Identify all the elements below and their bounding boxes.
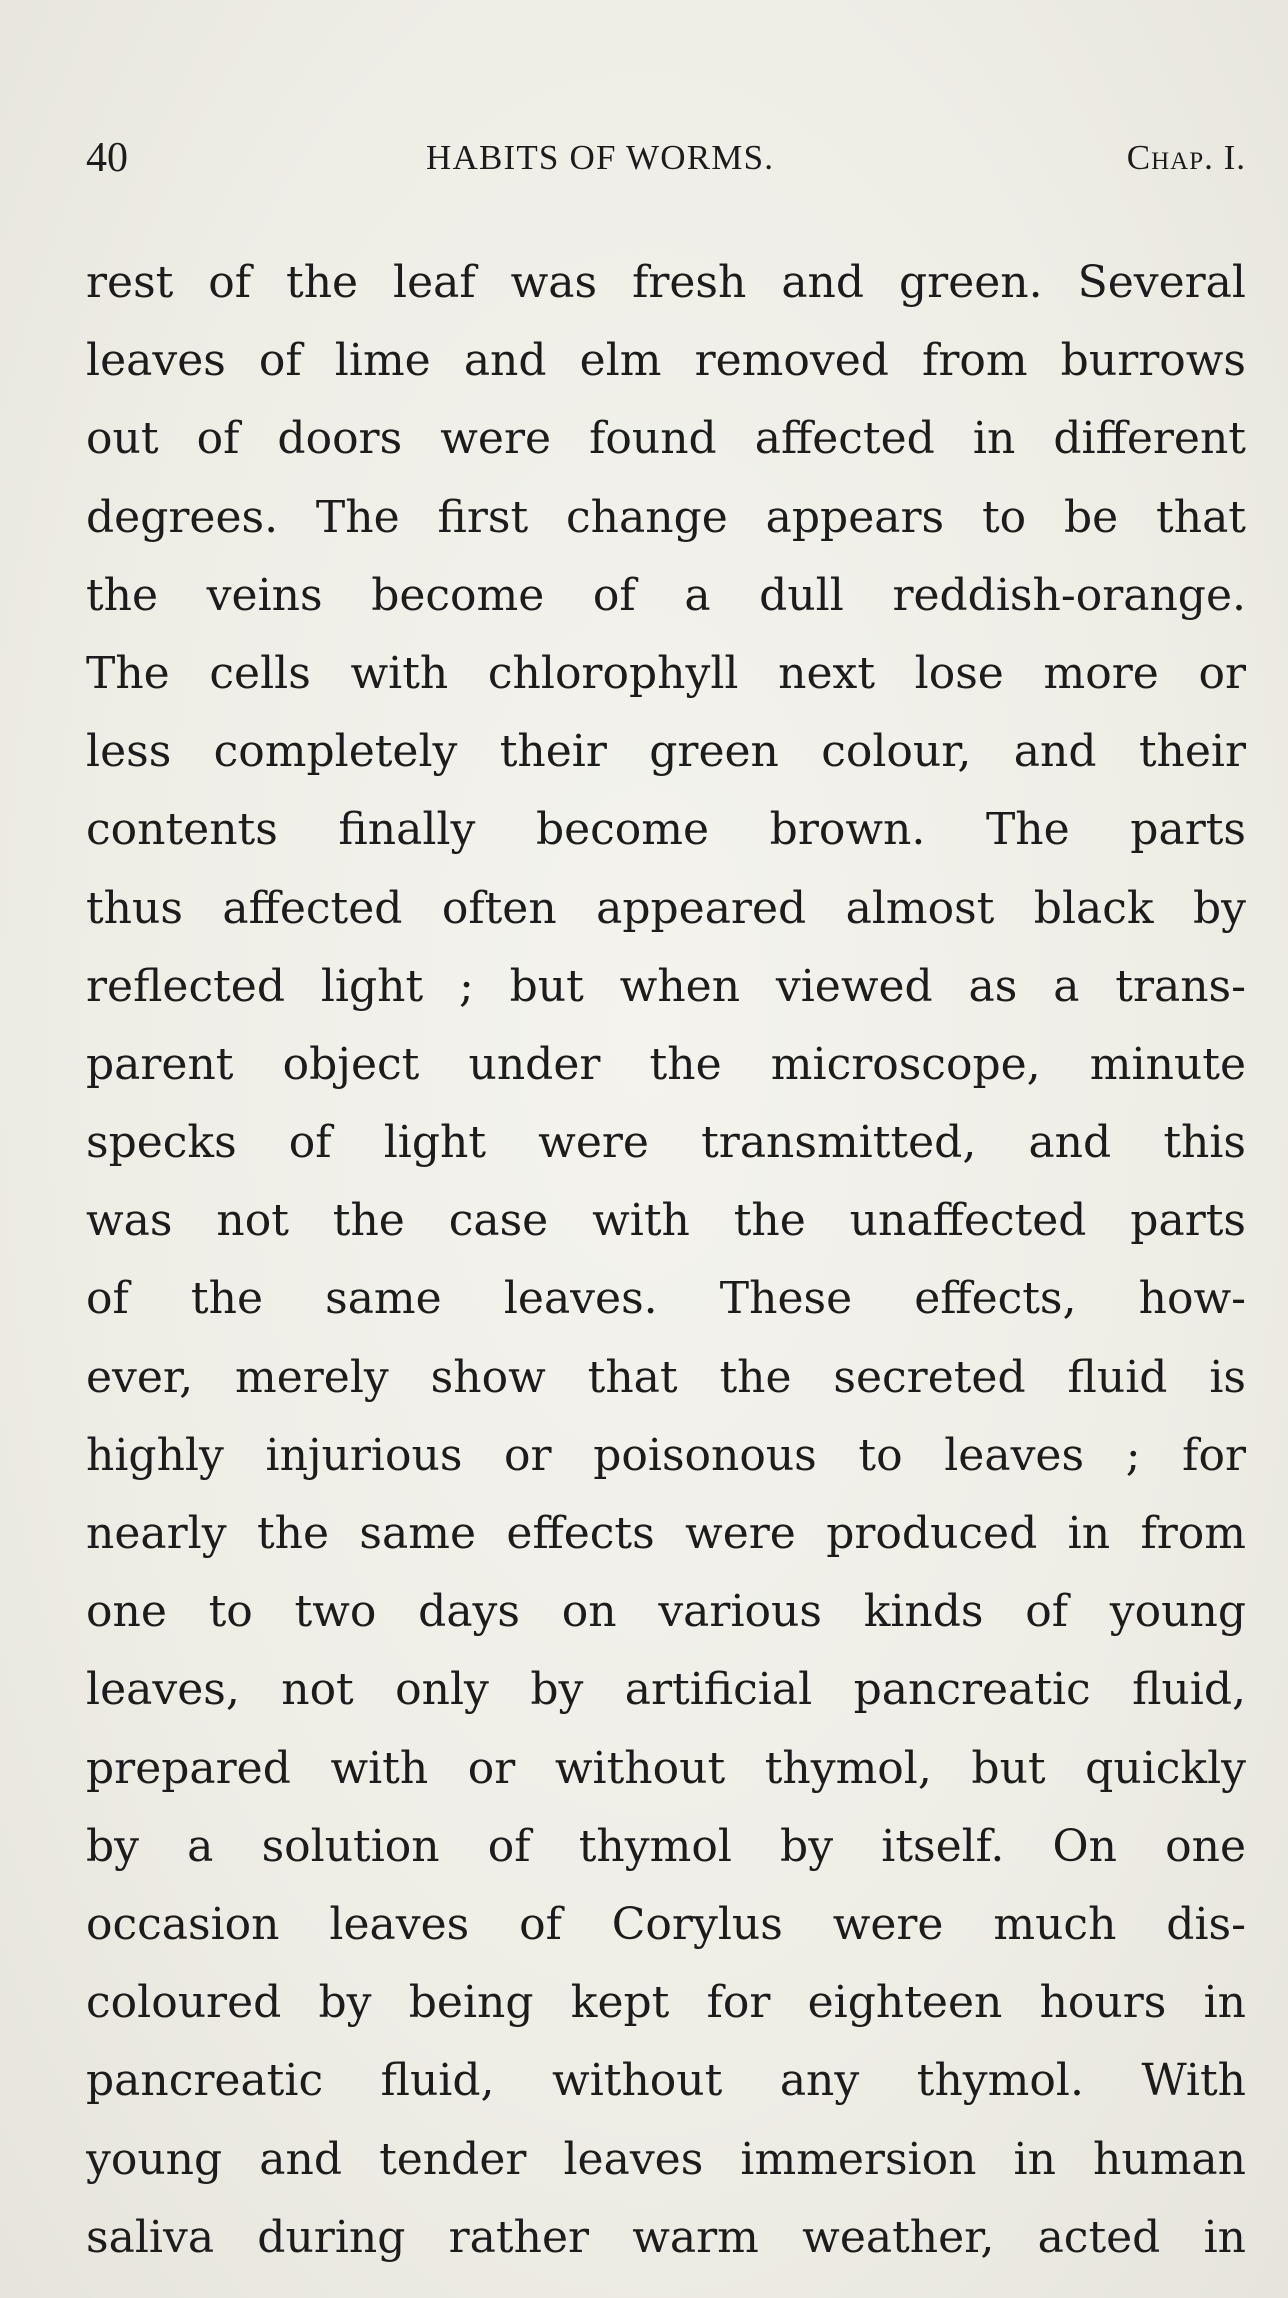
text-line: out of doors were found affected in different (86, 413, 1246, 465)
text-line: prepared with or without thymol, but quickly (86, 1742, 1246, 1794)
text-line: specks of light were transmitted, and this (86, 1117, 1246, 1169)
text-line: young and tender leaves immersion in human (86, 2133, 1246, 2185)
text-line: of the same leaves. These effects, how- (86, 1273, 1246, 1325)
text-line: leaves, not only by artificial pancreatic fluid, (86, 1664, 1246, 1716)
text-line: less completely their green colour, and their (86, 726, 1246, 778)
text-line: one to two days on various kinds of young (86, 1586, 1246, 1638)
text-line: degrees. The first change appears to be that (86, 491, 1246, 543)
text-line: ever, merely show that the secreted fluid is (86, 1351, 1246, 1403)
text-line: highly injurious or poisonous to leaves ; for (86, 1429, 1246, 1481)
text-line: The cells with chlorophyll next lose more or (86, 647, 1246, 699)
text-line: nearly the same effects were produced in from (86, 1508, 1246, 1559)
text-line: thus affected often appeared almost black by (86, 882, 1246, 934)
text-line: rest of the leaf was fresh and green. Several (86, 257, 1246, 308)
text-line: pancreatic fluid, without any thymol. With (86, 2055, 1246, 2107)
running-title: HABITS OF WORMS. (426, 138, 775, 177)
text-line: was not the case with the unaffected parts (86, 1195, 1246, 1247)
page-number: 40 (86, 135, 128, 181)
text-line: by a solution of thymol by itself. On one (86, 1820, 1246, 1872)
text-line: saliva during rather warm weather, acted in (86, 2211, 1246, 2263)
body-text (86, 244, 1246, 2277)
running-header (86, 128, 1246, 188)
text-line: reflected light ; but when viewed as a trans- (86, 960, 1246, 1012)
text-line: contents finally become brown. The parts (86, 804, 1246, 856)
text-line: leaves of lime and elm removed from burrows (86, 335, 1246, 387)
text-line: parent object under the microscope, minute (86, 1038, 1246, 1090)
chapter-label: Chap. I. (1126, 138, 1246, 177)
text-line: occasion leaves of Corylus were much dis- (86, 1898, 1246, 1950)
text-line: coloured by being kept for eighteen hours in (86, 1977, 1246, 2029)
text-line: the veins become of a dull reddish-orange. (86, 569, 1246, 621)
